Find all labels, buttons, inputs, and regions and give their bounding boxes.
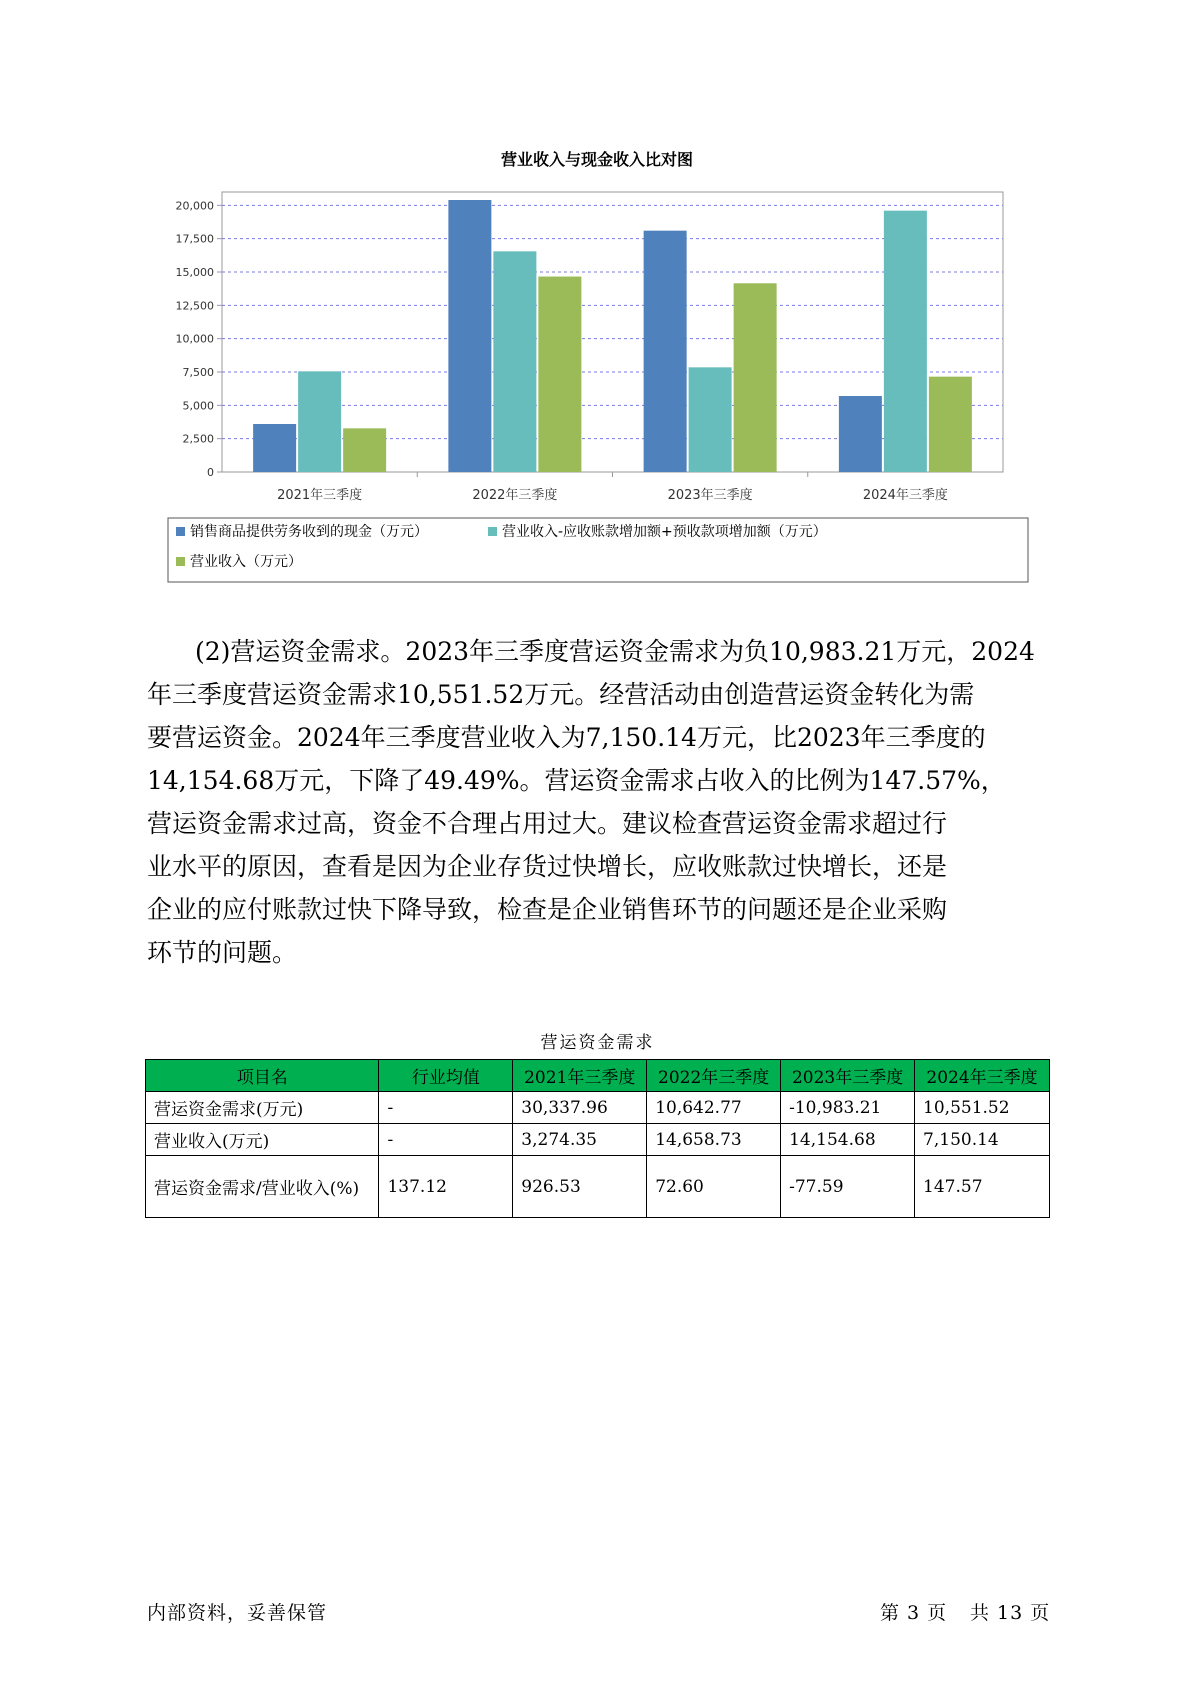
- table-row: [146, 1092, 1050, 1124]
- bar: [884, 211, 927, 472]
- chart-title: 营业收入与现金收入比对图: [500, 150, 694, 169]
- legend-label: 销售商品提供劳务收到的现金（万元）: [190, 524, 428, 540]
- table-cell: 营运资金需求(万元): [146, 1092, 379, 1124]
- table-cell: 10,551.52: [915, 1092, 1050, 1124]
- table-cell: -77.59: [781, 1156, 915, 1218]
- table-row: [146, 1124, 1050, 1156]
- table-cell: -10,983.21: [781, 1092, 915, 1124]
- table-cell: 14,658.73: [647, 1124, 781, 1156]
- bar: [644, 231, 687, 472]
- header-cell: 行业均值: [379, 1060, 513, 1092]
- legend-swatch: [488, 527, 497, 536]
- table-cell: 30,337.96: [513, 1092, 647, 1124]
- table-row: [146, 1156, 1050, 1218]
- x-tick-label: 2021年三季度: [277, 488, 363, 503]
- table-cell: -: [379, 1124, 513, 1156]
- paragraph-line: 企业的应付账款过快下降导致，检查是企业销售环节的问题还是企业采购: [147, 895, 948, 924]
- table-cell: 7,150.14: [915, 1124, 1050, 1156]
- legend-label: 营业收入-应收账款增加额+预收款项增加额（万元）: [502, 524, 827, 540]
- bar: [298, 371, 341, 472]
- y-tick-label: 15,000: [175, 266, 214, 279]
- header-cell: 2021年三季度: [513, 1060, 647, 1092]
- x-tick-label: 2022年三季度: [472, 488, 558, 503]
- table-cell: 926.53: [513, 1156, 647, 1218]
- table-cell: 营业收入(万元): [146, 1124, 379, 1156]
- bar: [538, 277, 581, 472]
- bar: [929, 377, 972, 472]
- table-cell: 137.12: [379, 1156, 513, 1218]
- footer-note: 内部资料，妥善保管: [147, 1602, 328, 1624]
- paragraph-line: 环节的问题。: [147, 938, 298, 967]
- y-tick-label: 7,500: [182, 366, 214, 379]
- y-tick-label: 2,500: [182, 432, 214, 446]
- x-tick-label: 2023年三季度: [667, 488, 753, 503]
- y-tick-label: 12,500: [175, 299, 214, 313]
- body-paragraph: [147, 630, 1067, 974]
- paragraph-line: (2)营运资金需求。2023年三季度营运资金需求为负10,983.21万元，2024: [195, 637, 1035, 666]
- header-cell: 2024年三季度: [915, 1060, 1050, 1092]
- y-tick-label: 5,000: [182, 399, 214, 413]
- bar: [689, 367, 732, 472]
- y-tick-label: 0: [207, 466, 214, 479]
- table-cell: -: [379, 1092, 513, 1124]
- legend-swatch: [176, 557, 185, 566]
- plot-area: [176, 192, 1004, 503]
- table-cell: 10,642.77: [647, 1092, 781, 1124]
- header-cell: 项目名: [146, 1060, 379, 1092]
- table-cell: 营运资金需求/营业收入(%): [146, 1156, 379, 1218]
- bar-chart: [0, 0, 1191, 590]
- working-capital-table: [145, 1059, 1050, 1218]
- bar: [448, 200, 491, 472]
- footer-page-number: 第 3 页: [880, 1602, 948, 1624]
- x-tick-label: 2024年三季度: [862, 488, 948, 503]
- table-header-row: [146, 1060, 1050, 1092]
- bar: [734, 283, 777, 472]
- y-tick-label: 17,500: [175, 232, 214, 246]
- footer-total-pages: 共 13 页: [970, 1602, 1051, 1624]
- paragraph-line: 业水平的原因，查看是因为企业存货过快增长，应收账款过快增长，还是: [147, 852, 948, 881]
- bar: [493, 251, 536, 472]
- table-cell: 14,154.68: [781, 1124, 915, 1156]
- paragraph-line: 年三季度营运资金需求10,551.52万元。经营活动由创造营运资金转化为需: [147, 680, 975, 709]
- bar: [839, 396, 882, 472]
- bar: [343, 428, 386, 472]
- header-cell: 2022年三季度: [647, 1060, 781, 1092]
- legend-swatch: [176, 527, 185, 536]
- chart-legend: [168, 518, 1028, 582]
- table-cell: 147.57: [915, 1156, 1050, 1218]
- table-caption: 营运资金需求: [540, 1033, 655, 1053]
- bar: [253, 424, 296, 472]
- paragraph-line: 要营运资金。2024年三季度营业收入为7,150.14万元，比2023年三季度的: [147, 723, 986, 752]
- y-tick-label: 10,000: [175, 332, 214, 346]
- legend-label: 营业收入（万元）: [190, 554, 302, 570]
- header-cell: 2023年三季度: [781, 1060, 915, 1092]
- table-cell: 3,274.35: [513, 1124, 647, 1156]
- paragraph-line: 营运资金需求过高，资金不合理占用过大。建议检查营运资金需求超过行: [147, 809, 948, 838]
- paragraph-line: 14,154.68万元，下降了49.49%。营运资金需求占收入的比例为147.57%，: [147, 766, 1006, 795]
- table-cell: 72.60: [647, 1156, 781, 1218]
- y-tick-label: 20,000: [175, 199, 214, 213]
